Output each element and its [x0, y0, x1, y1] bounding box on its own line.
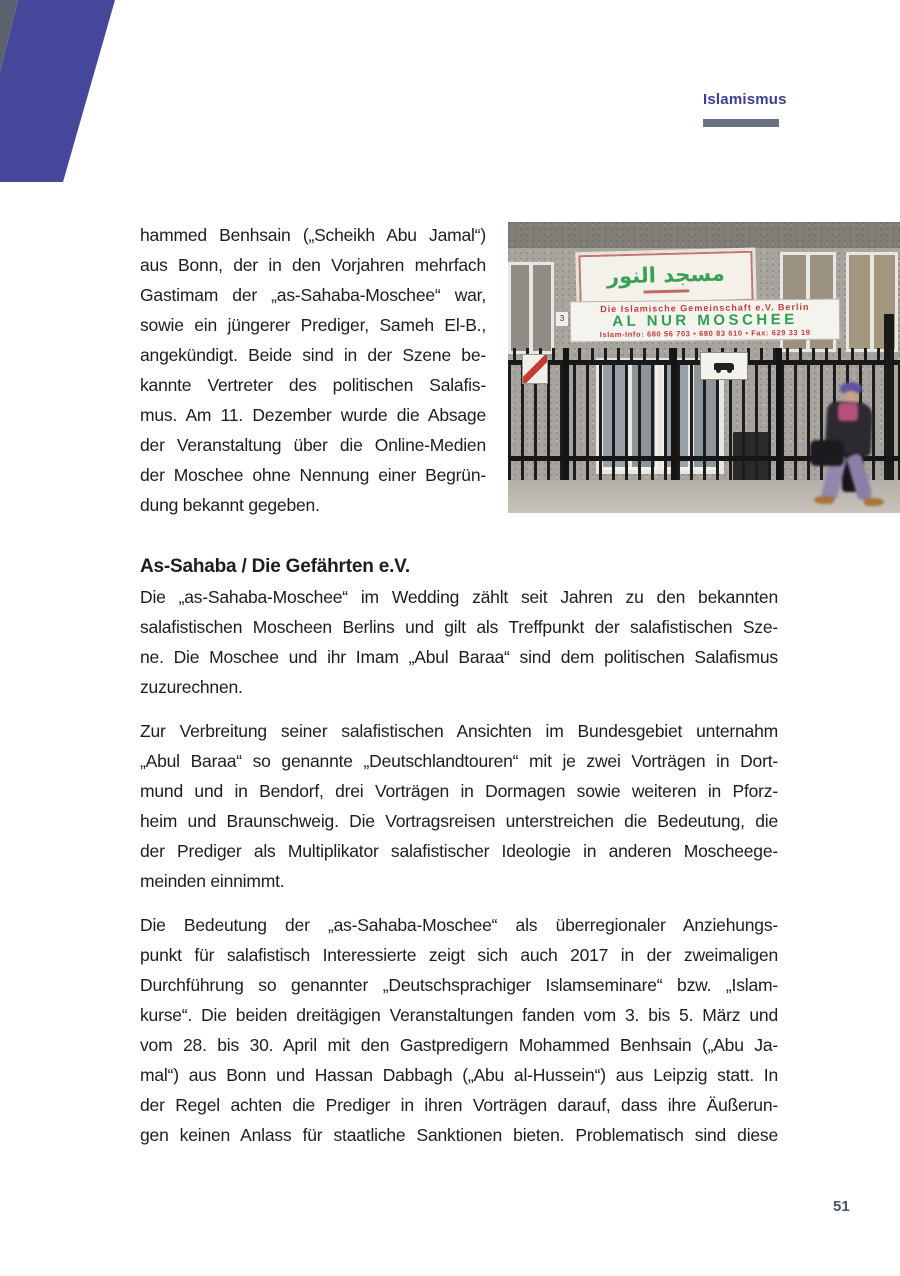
text-line: dung bekannt gegeben. — [140, 495, 320, 515]
fence-warning-sign — [522, 354, 548, 384]
text-line: mus. Am 11. Dezember wurde die Absage — [140, 405, 486, 425]
mosque-photo — [508, 222, 900, 513]
text-line: Durchführung so genannter „Deutschsprachiger Islamseminare“ bzw. „Islam- — [140, 975, 778, 995]
text-line: der Regel achten die Prediger in ihren Vorträgen darauf, dass ihre Äußerun- — [140, 1095, 778, 1115]
mosque-info-sign — [570, 299, 840, 343]
text-line: der Prediger als Multiplikator salafistischer Ideologie in anderen Moscheege- — [140, 841, 778, 861]
text-line: Die „as-Sahaba-Moschee“ im Wedding zählt seit Jahren zu den bekannten — [140, 587, 778, 607]
info-sign-line3: Islam-Info: 680 56 703 • 680 83 610 • Fax: 629 33 19 — [599, 327, 811, 340]
info-sign-line1: Die Islamische Gemeinschaft e.V. Berlin — [600, 301, 810, 315]
section-header-underline — [703, 119, 779, 127]
paragraph — [140, 582, 778, 702]
page-number: 51 — [833, 1198, 850, 1215]
text-line: meinden einnimmt. — [140, 871, 285, 891]
info-sign-line2: AL NUR MOSCHEE — [612, 311, 798, 330]
text-line: vom 28. bis 30. April mit den Gastpredigern Mohammed Benhsain („Abu Ja- — [140, 1035, 778, 1055]
pedestrian — [808, 382, 896, 512]
arabic-sign-subtext — [643, 289, 689, 293]
pedestrian-back-shoe — [864, 498, 884, 506]
text-line: aus Bonn, der in den Vorjahren mehrfach — [140, 255, 486, 275]
text-line: gen keinen Anlass für staatliche Sanktionen bieten. Problematisch sind diese — [140, 1125, 778, 1145]
arabic-sign-text: مسجد النور — [606, 261, 726, 289]
text-line: ne. Die Moschee und ihr Imam „Abul Baraa“ sind dem politischen Salafismus — [140, 647, 778, 667]
gate-post — [563, 348, 569, 486]
body-text — [140, 552, 778, 1150]
paragraph — [140, 910, 778, 1150]
text-line: der Moschee ohne Nennung einer Begrün- — [140, 465, 486, 485]
window-mullion — [529, 265, 532, 351]
text-line: salafistischen Moscheen Berlins und gilt als Treffpunkt der salafistischen Sze- — [140, 617, 778, 637]
paragraph — [140, 716, 778, 896]
building-window-left — [508, 262, 554, 354]
text-line: kurse“. Die beiden dreitägigen Veranstaltungen fanden vom 3. bis 5. März und — [140, 1005, 778, 1025]
text-line: zuzurechnen. — [140, 677, 243, 697]
corner-accent-purple — [0, 0, 115, 182]
text-line: Die Bedeutung der „as-Sahaba-Moschee“ als überregionaler Anziehungs- — [140, 915, 778, 935]
car-pictogram-icon — [714, 363, 734, 370]
no-parking-sign — [700, 352, 748, 380]
pedestrian-front-shoe — [814, 496, 834, 504]
subsection-heading: As-Sahaba / Die Gefährten e.V. — [140, 556, 410, 577]
text-line: sowie ein jüngerer Prediger, Sameh El-B., — [140, 315, 486, 335]
text-line: „Abul Baraa“ so genannte „Deutschlandtouren“ mit je zwei Vorträgen in Dort- — [140, 751, 778, 771]
text-line: punkt für salafistisch Interessierte zeigt sich auch 2017 in der zweimaligen — [140, 945, 778, 965]
building-upper-band — [508, 222, 900, 248]
text-line: Zur Verbreitung seiner salafistischen Ansichten im Bundesgebiet unternahm — [140, 721, 778, 741]
text-line: heim und Braunschweig. Die Vortragsreisen unterstreichen die Bedeutung, die — [140, 811, 778, 831]
text-line: angekündigt. Beide sind in der Szene be- — [140, 345, 486, 365]
window-mullion — [870, 255, 874, 349]
text-line: Gastimam der „as-Sahaba-Moschee“ war, — [140, 285, 486, 305]
text-line: mal“) aus Bonn und Hassan Dabbagh („Abu al-Hussein“) aus Leipzig statt. In — [140, 1065, 778, 1085]
text-line: kannte Vertreter des politischen Salafis- — [140, 375, 486, 395]
pedestrian-scarf — [838, 403, 858, 421]
text-line: der Veranstaltung über die Online-Medien — [140, 435, 486, 455]
text-line: mund und in Bendorf, drei Vorträgen in Dormagen sowie weiteren in Pforz- — [140, 781, 778, 801]
pedestrian-shoulder-bag — [810, 440, 844, 466]
house-number-plaque: 3 — [556, 312, 568, 326]
intro-paragraph — [140, 220, 486, 520]
section-header — [703, 91, 787, 127]
text-line: hammed Benhsain („Scheikh Abu Jamal“) — [140, 225, 486, 245]
gate-post — [776, 348, 782, 486]
section-header-label: Islamismus — [703, 91, 787, 108]
gate-post — [671, 348, 677, 486]
